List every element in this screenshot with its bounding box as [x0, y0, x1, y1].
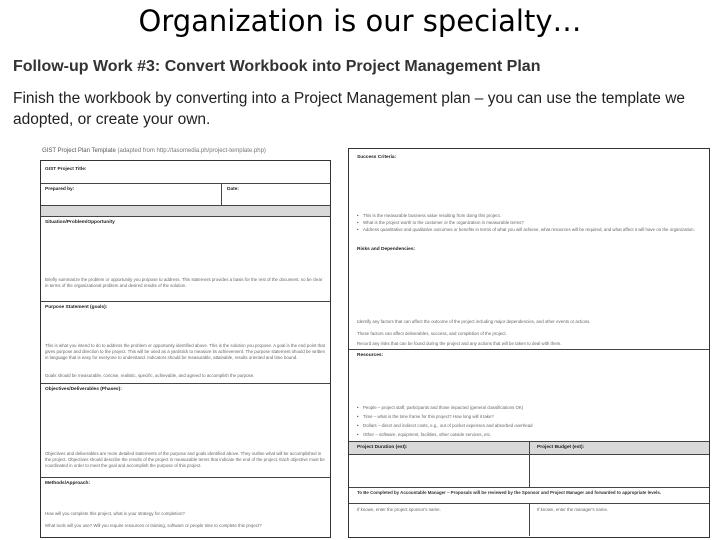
template-right-page: [348, 148, 710, 538]
divider: [349, 349, 709, 350]
divider: [41, 301, 330, 302]
methods-text-2: What tools will you use? Will you require resources or training, software or people time to complete this project?: [45, 523, 262, 528]
divider: [41, 216, 330, 217]
project-title-label: GIST Project Title:: [45, 167, 87, 172]
duration-label: Project Duration (est):: [357, 445, 408, 450]
shaded-band: [41, 206, 330, 216]
resources-bullet: • Other – software, equipment, facilities, other outside services, etc.: [363, 432, 703, 438]
manager-text: If known, enter the manager's name.: [537, 507, 609, 512]
template-title: [42, 148, 266, 154]
resources-bullet: • Time – what is the time frame for this project? How long will it take?: [363, 414, 703, 420]
success-bullet: • What is the project worth to the customer or the organization in measurable terms?: [363, 220, 703, 226]
risks-text-2: These factors can affect deliverables, success, and completion of the project.: [357, 331, 507, 336]
objectives-label: Objectives/Deliverables (Phases):: [45, 387, 122, 392]
resources-label: Resources:: [357, 353, 384, 358]
budget-label: Project Budget (est):: [537, 445, 585, 450]
resources-bullet: • Dollars – direct and indirect costs, e.g., out of pocket expenses and absorbed overhead: [363, 423, 703, 429]
risks-text: Identify any factors that can affect the outcome of the project including major dependencies, and other events or actions.: [357, 319, 591, 324]
objectives-text: Objectives and deliverables are more detailed statements of the purpose and goals identified above. They outline what will be accomplished in the project. Objectives should describe the results of the project in measurable terms that indicate the end of the project. Each objective must be coordinated in order to meet the goal and accomplish the purpose of this project.: [45, 451, 325, 468]
success-label: Success Criteria:: [357, 155, 397, 160]
divider: [349, 454, 709, 455]
divider: [221, 183, 222, 205]
purpose-label: Purpose Statement (goals):: [45, 305, 108, 310]
purpose-text: This is what you intend to do to address the problem or opportunity identified above. This is the solution you propose. A goal is the end point that gives purpose and direction to the project. This will be used as a yardstick to measure its achievement. The purpose statement should be written in language that is easy for everyone to understand. Indicators should be measurable, attainable, results oriented and time bound.: [45, 343, 326, 360]
divider: [41, 383, 330, 384]
divider: [529, 441, 530, 487]
methods-text: How will you complete this project, what is your strategy for completion?: [45, 511, 185, 516]
instruction-text: Finish the workbook by converting into a Project Management plan – you can use the template we adopted, or create your own.: [13, 90, 686, 128]
situation-label: Situation/Problem/Opportunity: [45, 220, 115, 225]
followup-heading: Follow-up Work #3: Convert Workbook into Project Management Plan: [13, 58, 541, 75]
template-source: (adapted from http://tasomedia.ph/project-template.php): [117, 148, 266, 154]
template-left-page: [40, 160, 331, 538]
situation-text: Briefly summarize the problem or opportunity you propose to address. This statement provides a basis for the rest of the document, so be clear in terms of the organizational problem and desired results of the solution.: [45, 277, 323, 288]
accountable-text: To Be Completed by Accountable Manager – Proposals will be reviewed by the Sponsor and Project Manager and forwarded to appropriate levels.: [357, 490, 661, 495]
resources-bullet: • People – project staff, participants and those impacted (general classifications OK): [363, 405, 703, 411]
date-label: Date:: [227, 187, 239, 192]
divider: [529, 503, 530, 536]
divider: [349, 487, 709, 488]
sponsor-text: If known, enter the project sponsor's name.: [357, 507, 441, 512]
risks-text-3: Record any risks that can be found during the project and any actions that will be taken to deal with them.: [357, 341, 562, 346]
divider: [41, 183, 330, 184]
divider: [41, 477, 330, 478]
template-title-text: GIST Project Plan Template: [42, 148, 116, 154]
risks-label: Risks and Dependencies:: [357, 247, 416, 252]
purpose-text-2: Goals should be measurable, concise, realistic, specific, achievable, and agreed to accomplish the purpose.: [45, 373, 255, 378]
prepared-by-label: Prepared by:: [45, 187, 75, 192]
success-bullet: • Address quantitative and qualitative outcomes or benefits in terms of what you will achieve, what resources will be required, and what affect it will have on the organization.: [363, 227, 703, 233]
methods-label: Methods/Approach:: [45, 481, 91, 486]
slide-title: Organization is our specialty…: [138, 4, 582, 38]
success-bullet: • This is the measurable business value resulting from doing this project.: [363, 213, 703, 219]
